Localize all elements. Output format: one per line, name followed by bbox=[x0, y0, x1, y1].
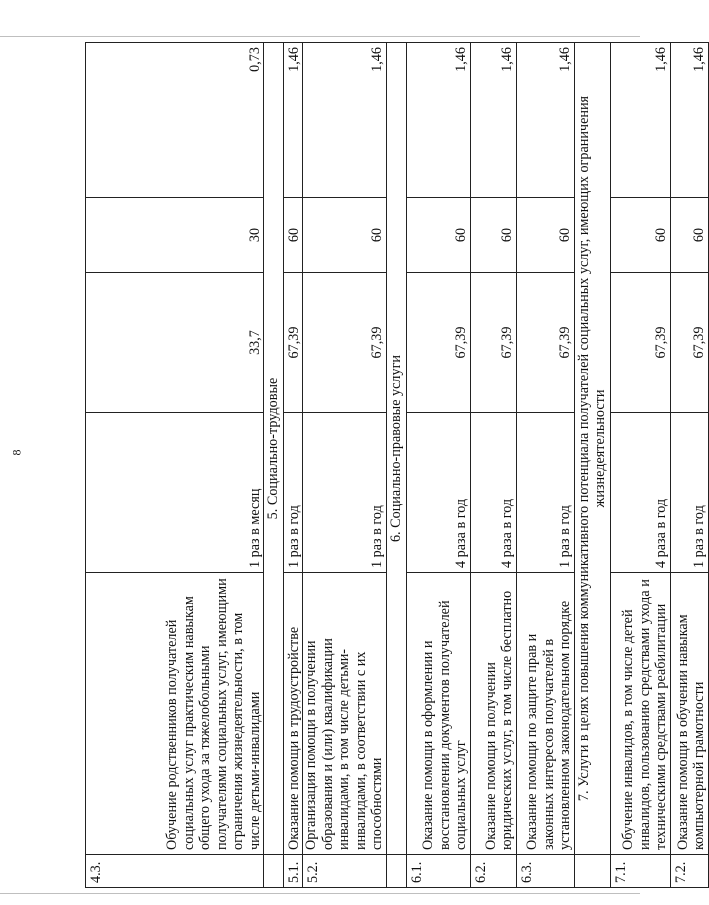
units: 1,46 bbox=[610, 43, 670, 198]
duration: 60 bbox=[284, 198, 303, 273]
price: 67,39 bbox=[406, 273, 470, 413]
service-name: Оказание помощи в получении юридических услуг, в том числе бесплатно bbox=[470, 573, 516, 855]
frequency: 4 раза в год bbox=[470, 413, 516, 573]
table-row bbox=[284, 43, 303, 888]
frequency: 1 раз в год bbox=[284, 413, 303, 573]
duration: 60 bbox=[610, 198, 670, 273]
service-name: Организация помощи в получении образования и (или) квалификации инвалидами, в том числе детьми-инвалидами, в соответствии с их способностями bbox=[303, 573, 386, 855]
units: 1,46 bbox=[284, 43, 303, 198]
service-name: Оказание помощи в трудоустройстве bbox=[284, 573, 303, 855]
frequency: 1 раз в месяц bbox=[86, 413, 264, 573]
units: 1,46 bbox=[406, 43, 470, 198]
price: 67,39 bbox=[303, 273, 386, 413]
duration: 60 bbox=[670, 198, 708, 273]
section-number-cell bbox=[264, 855, 284, 888]
price: 67,39 bbox=[516, 273, 574, 413]
section-title: 5. Социально-трудовые bbox=[264, 43, 284, 855]
duration: 60 bbox=[516, 198, 574, 273]
duration: 60 bbox=[303, 198, 386, 273]
price: 33,7 bbox=[86, 273, 264, 413]
price: 67,39 bbox=[284, 273, 303, 413]
page-number: 8 bbox=[9, 449, 24, 456]
frequency: 4 раза в год bbox=[406, 413, 470, 573]
page-bottom-edge bbox=[0, 893, 640, 894]
table-row bbox=[470, 43, 516, 888]
price: 67,39 bbox=[470, 273, 516, 413]
table-row bbox=[610, 43, 670, 888]
price: 67,39 bbox=[670, 273, 708, 413]
rotated-table-page bbox=[85, 43, 708, 888]
frequency: 1 раз в год bbox=[670, 413, 708, 573]
row-number: 5.1. bbox=[284, 855, 303, 888]
row-number: 7.1. bbox=[610, 855, 670, 888]
section-header-row bbox=[386, 43, 406, 888]
units: 1,46 bbox=[516, 43, 574, 198]
section-title: 6. Социально-правовые услуги bbox=[386, 43, 406, 855]
row-number: 6.2. bbox=[470, 855, 516, 888]
duration: 30 bbox=[86, 198, 264, 273]
services-table bbox=[85, 42, 709, 888]
page-top-edge bbox=[0, 36, 640, 37]
units: 1,46 bbox=[470, 43, 516, 198]
section-header-row bbox=[574, 43, 610, 888]
row-number: 7.2. bbox=[670, 855, 708, 888]
units: 1,46 bbox=[303, 43, 386, 198]
service-name: Оказание помощи в обучении навыкам компьютерной грамотности bbox=[670, 573, 708, 855]
frequency: 1 раз в год bbox=[303, 413, 386, 573]
frequency: 4 раза в год bbox=[610, 413, 670, 573]
section-title: 7. Услуги в целях повышения коммуникативного потенциала получателей социальных услуг, имеющих ограничения жизнедеятельности bbox=[574, 43, 610, 855]
price: 67,39 bbox=[610, 273, 670, 413]
table-row bbox=[86, 43, 264, 888]
section-number-cell bbox=[574, 855, 610, 888]
row-number: 4.3. bbox=[86, 855, 264, 888]
section-header-row bbox=[264, 43, 284, 888]
table-row bbox=[516, 43, 574, 888]
duration: 60 bbox=[406, 198, 470, 273]
frequency: 1 раз в год bbox=[516, 413, 574, 573]
section-number-cell bbox=[386, 855, 406, 888]
row-number: 6.3. bbox=[516, 855, 574, 888]
service-name: Обучение родственников получателей социальных услуг практическим навыкам общего ухода за тяжелобольными получателями социальных услуг, имеющими ограничения жизнедеятельности, в том числе детьми-инвалидами bbox=[86, 573, 264, 855]
row-number: 6.1. bbox=[406, 855, 470, 888]
table-row bbox=[303, 43, 386, 888]
services-table-body bbox=[86, 43, 709, 888]
duration: 60 bbox=[470, 198, 516, 273]
service-name: Оказание помощи в оформлении и восстановлении документов получателей социальных услуг bbox=[406, 573, 470, 855]
service-name: Обучение инвалидов, в том числе детей инвалидов, пользованию средствами ухода и техническими средствами реабилитации bbox=[610, 573, 670, 855]
service-name: Оказание помощи по защите прав и законных интересов получателей в установленном законодательном порядке bbox=[516, 573, 574, 855]
table-row bbox=[406, 43, 470, 888]
units: 0,73 bbox=[86, 43, 264, 198]
table-row bbox=[670, 43, 708, 888]
row-number: 5.2. bbox=[303, 855, 386, 888]
units: 1,46 bbox=[670, 43, 708, 198]
